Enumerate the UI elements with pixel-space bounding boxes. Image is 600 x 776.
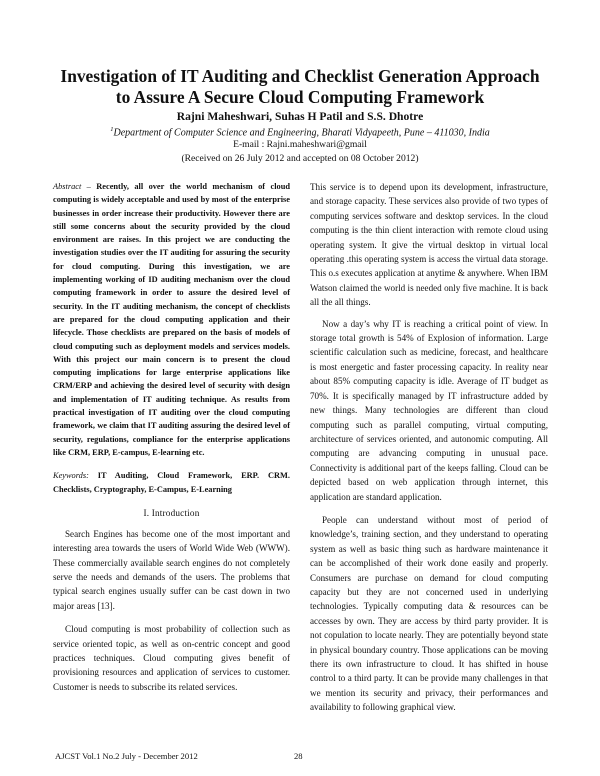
right-paragraph-2: Now a day’s why IT is reaching a critical point of view. In storage total growth is 54% of Explosion of information. Large scientific calculation such as medicine, forecast, and healthcare is most energetic and faster processing capacity. In reality near about 85% computing capacity is idle. Average of IT budget as 70%. It is specifically managed by IT infrastructure added by new things. Many technologies are different than cloud computing such as parallel computing, virtual computing, architecture of services oriented, and autonomic computing. All computing are advancing computing in unusual pace. Connectivity is additional part of the keeps falling. Cloud can be depicted based on web application through internet, this application are standard application. (310, 318, 548, 502)
left-column (53, 180, 290, 694)
affiliation-text: Department of Computer Science and Engineering, Bharati Vidyapeeth, Pune – 411030, India (113, 127, 490, 139)
footer-journal-info: AJCST Vol.1 No.2 July - December 2012 (55, 751, 198, 761)
section-heading-introduction: I. Introduction (143, 507, 200, 518)
right-paragraph-1: This service is to depend upon its development, infrastructure, and storage capacity. These services also provide of two types of computing services software and desktop services. In the cloud computing is the thin client interaction with remote cloud using operating system. It give the virtual desktop in virtual local operating .this operating system is access the virtual data storage. This o.s executes application at anytime & anywhere. When IBM Watson claimed the world is needed only five machine. It is back all the all things. (310, 182, 548, 308)
intro-paragraph-1: Search Engines has become one of the most important and interesting area towards the users of World Wide Web (WWW). These commercially available search engines do not completely serve the needs and demands of the users. The problems that typical search engines usually suffer can be cast down in two major areas [13]. (53, 528, 290, 611)
right-paragraph-3: People can understand without most of period of knowledge’s, training section, and they understand to operating system as well as basic thing such as hardware maintenance it can be accomplished of their work done easily and properly. Consumers are purchase on demand for cloud computing capacity but they are not concerned used in underlying technologies. Typically computing data & resources can be accesses by own. They are access by third party provider. It is not copulation to locate nearly. They are potentially beyond state in physical boundary country. Those applications can be moving there its own infrastructure to cloud. It has shifted in house control to a third party. It can be provide many challenges in that we mention its security and privacy, their performances and availability to following graphical view. (310, 514, 548, 713)
paper-title (30, 66, 570, 107)
footer-page-number: 28 (294, 751, 303, 761)
title-line-1: Investigation of IT Auditing and Checklist Generation Approach (60, 66, 540, 86)
affiliation (30, 124, 570, 139)
keywords (53, 469, 290, 496)
received-dates: (Received on 26 July 2012 and accepted on 08 October 2012) (181, 153, 419, 164)
right-column (310, 180, 548, 715)
abstract-label: Abstract – (53, 182, 91, 191)
affiliation-marker: 1 (110, 126, 114, 133)
title-line-2: to Assure A Secure Cloud Computing Framework (115, 86, 485, 107)
abstract-text: Recently, all over the world mechanism of cloud computing is widely acceptable and used by most of the enterprise businesses in order increase their productivity. However there are still some concerns about the security provided by the cloud environment are raises. In this project we are conducting the investigation studies over the IT auditing for assuring the security for cloud computing. During this investigation, we are implementing working of ID auditing mechanism over the cloud computing framework in order to assure the desired level of security. In the IT auditing mechanism, the concept of checklists are prepared for the cloud computing application and their lifecycle. Those checklists are prepared on the basis of models of cloud computing such as deployment models and services models. With this project our main concern is to present the cloud computing implications for large enterprise applications like CRM/ERP and achieving the desired level of security with design and implementation of IT auditing technique. As results from practical investigation of IT auditing over the cloud computing framework, we claim that IT auditing assuring the desired level of security, regulations, compliance for the enterprise applications like CRM, ERP, E-campus, E-learning etc. (53, 182, 290, 457)
author-list: Rajni Maheshwari, Suhas H Patil and S.S. Dhotre (176, 110, 424, 123)
keywords-text: IT Auditing, Cloud Framework, ERP. CRM. Checklists, Cryptography, E-Campus, E-Learning (53, 471, 290, 494)
abstract (53, 180, 290, 459)
keywords-label: Keywords: (53, 471, 89, 481)
author-email: E-mail : Rajni.maheshwari@gmail (233, 139, 367, 150)
intro-paragraph-2: Cloud computing is most probability of collection such as service oriented topic, as well as on-centric concept and good practices techniques. Cloud computing gives benefit of provisioning resources and application of services to customer. Customer is needs to subscribe its related services. (53, 624, 290, 692)
